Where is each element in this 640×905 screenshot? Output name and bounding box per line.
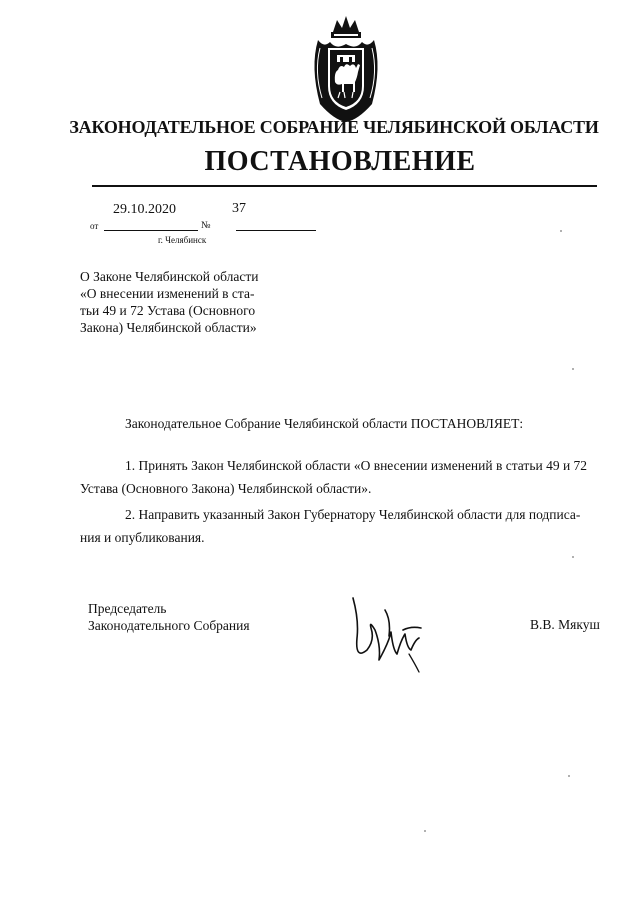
number-underline: [236, 230, 316, 231]
item-text-line: 2. Направить указанный Закон Губернатору Челябинской области для подписа-: [125, 507, 581, 522]
coat-of-arms-icon: [300, 12, 392, 124]
subject-line: тьи 49 и 72 Устава (Основного: [80, 303, 256, 318]
item-text-line: ния и опубликования.: [80, 530, 205, 545]
signatory-name: В.В. Мякуш: [530, 617, 600, 632]
resolution-item: [80, 454, 605, 500]
scan-speck: [560, 230, 562, 232]
document-date: 29.10.2020: [113, 202, 176, 217]
date-number-row: [90, 198, 330, 238]
date-label: от: [90, 221, 99, 231]
document-subject: [80, 268, 278, 336]
scan-speck: [572, 368, 574, 370]
item-text-line: 1. Принять Закон Челябинской области «О внесении изменений в статьи 49 и 72: [125, 458, 588, 473]
subject-line: О Законе Челябинской области: [80, 269, 259, 284]
signatory-title-line: Законодательного Собрания: [88, 618, 250, 633]
preamble-text: Законодательное Собрание Челябинской области ПОСТАНОВЛЯЕТ:: [125, 416, 524, 431]
organization-title: ЗАКОНОДАТЕЛЬНОЕ СОБРАНИЕ ЧЕЛЯБИНСКОЙ ОБЛАСТИ: [69, 117, 599, 137]
scan-speck: [572, 556, 574, 558]
document-number: 37: [232, 201, 246, 216]
scan-speck: [568, 775, 570, 777]
date-underline: [104, 230, 198, 231]
subject-line: «О внесении изменений в ста-: [80, 286, 255, 301]
header-divider: [92, 185, 597, 187]
signatory-title: [88, 600, 250, 634]
document-type-title: ПОСТАНОВЛЕНИЕ: [204, 146, 476, 177]
subject-line: Закона) Челябинской области»: [80, 320, 257, 335]
scan-speck: [424, 830, 426, 832]
city-label: г. Челябинск: [158, 235, 207, 245]
resolution-item: [80, 503, 605, 549]
number-label: №: [201, 220, 211, 231]
item-text-line: Устава (Основного Закона) Челябинской области».: [80, 481, 372, 496]
signatory-title-line: Председатель: [88, 601, 167, 616]
handwritten-signature-icon: [345, 590, 430, 675]
